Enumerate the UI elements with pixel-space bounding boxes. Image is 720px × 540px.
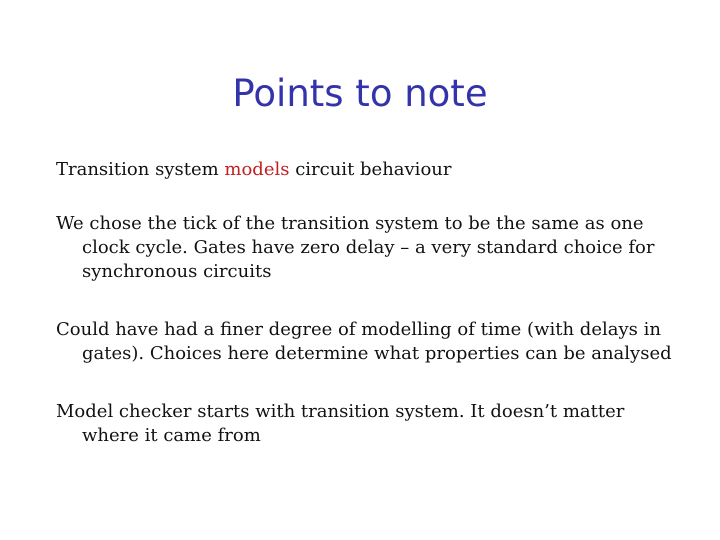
bullet-item-3: Could have had a finer degree of modelling of time (with delays in gates). Choices here determine what properties can be analysed — [56, 319, 672, 364]
slide-title: Points to note — [232, 72, 488, 115]
bullet-item-4: Model checker starts with transition system. It doesn’t matter where it came from — [56, 401, 625, 446]
bullet-item-2: We chose the tick of the transition system to be the same as one clock cycle. Gates have zero delay – a very standard choice for synchronous circuits — [56, 213, 655, 282]
bullet-1-accent-word: models — [224, 159, 290, 180]
bullet-item-1 — [56, 158, 676, 182]
bullet-1-text-post: circuit behaviour — [289, 159, 452, 180]
bullet-1-text-pre: Transition system — [56, 159, 225, 180]
bullet-list — [56, 158, 676, 481]
